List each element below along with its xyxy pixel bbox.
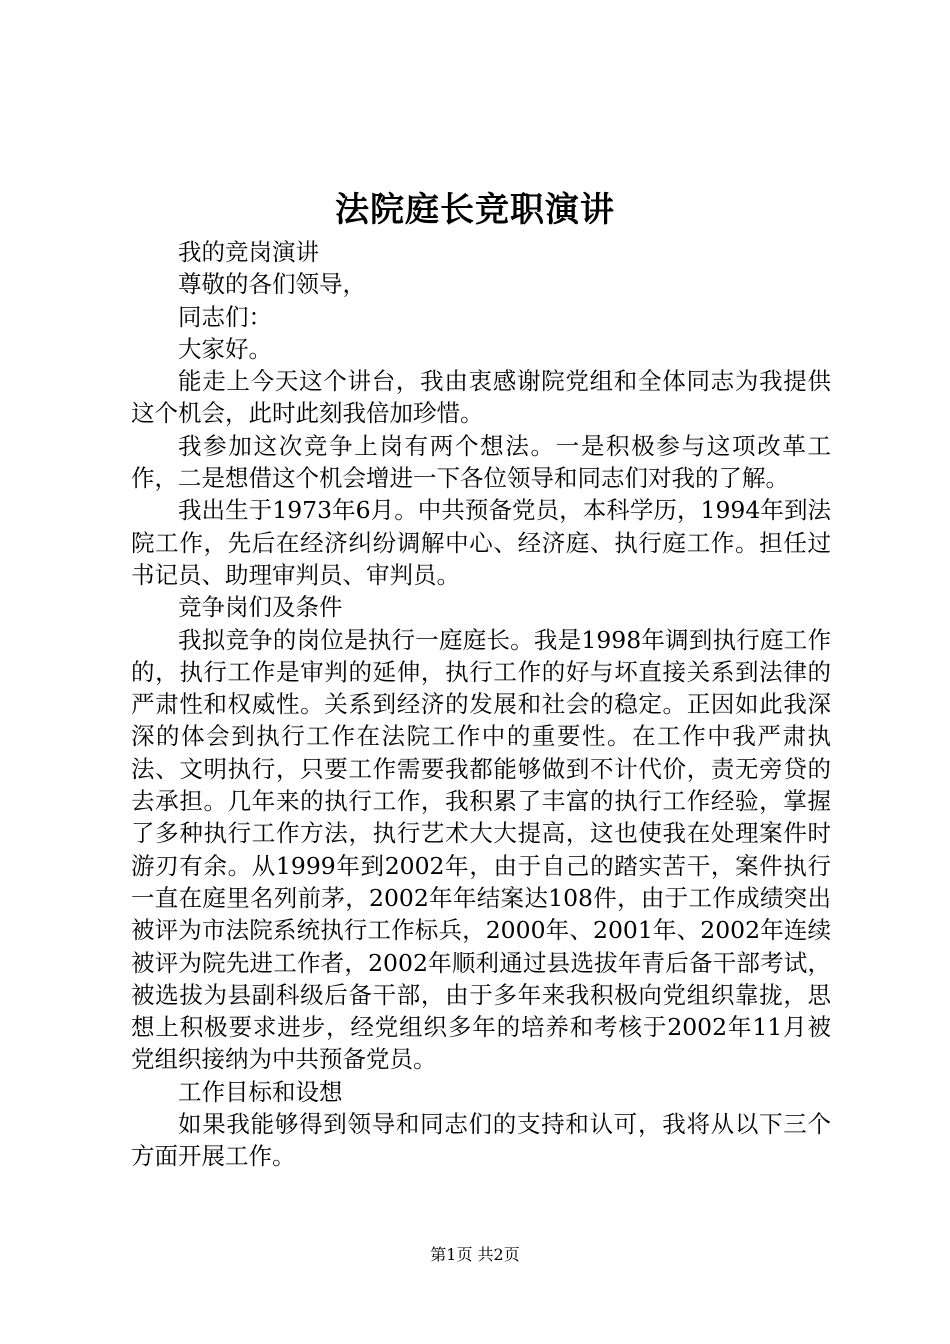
paragraph-background: 我出生于1973年6月。中共预备党员，本科学历，1994年到法院工作，先后在经济纠纷调解中心、经济庭、执行庭工作。担任过书记员、助理审判员、审判员。 <box>131 496 831 589</box>
paragraph-section-position: 竞争岗们及条件 <box>178 593 343 622</box>
paragraph-experience: 我拟竞争的岗位是执行一庭庭长。我是1998年调到执行庭工作的，执行工作是审判的延伸，执行工作的好与坏直接关系到法律的严肃性和权威性。关系到经济的发展和社会的稳定。正因如此我深深的体会到执行工作在法院工作中的重要性。在工作中我严肃执法、文明执行，只要工作需要我都能够做到不计代价，责无旁贷的去承担。几年来的执行工作，我积累了丰富的执行工作经验，掌握了多种执行工作方法，执行艺术大大提高，这也使我在处理案件时游刃有余。从1999年到2002年，由于自己的踏实苦干，案件执行一直在庭里名列前茅，2002年年结案达108件，由于工作成绩突出被评为市法院系统执行工作标兵，2000年、2001年、2002年连续被评为院先进工作者，2002年顺利通过县选拔年青后备干部考试，被选拔为县副科级后备干部，由于多年来我积极向党组织靠拢，思想上积极要求进步，经党组织多年的培养和考核于2002年11月被党组织接纳为中共预备党员。 <box>131 625 831 1074</box>
paragraph-salutation-comrades: 同志们： <box>178 302 272 331</box>
paragraph-heading-speech: 我的竞岗演讲 <box>178 238 319 266</box>
paragraph-thanks: 能走上今天这个讲台，我由衷感谢院党组和全体同志为我提供这个机会，此时此刻我倍加珍惜。 <box>131 367 831 428</box>
paragraph-section-goals: 工作目标和设想 <box>178 1077 343 1106</box>
paragraph-plan-intro: 如果我能够得到领导和同志们的支持和认可，我将从以下三个方面开展工作。 <box>131 1110 831 1171</box>
document-title: 法院庭长竞职演讲 <box>335 190 615 230</box>
paragraph-motivation: 我参加这次竞争上岗有两个想法。一是积极参与这项改革工作，二是想借这个机会增进一下各位领导和同志们对我的了解。 <box>131 431 831 493</box>
document-body <box>131 236 831 1173</box>
page-number-footer: 第1页 共2页 <box>430 1245 520 1264</box>
paragraph-salutation-leaders: 尊敬的各们领导， <box>178 270 366 299</box>
paragraph-greeting: 大家好。 <box>178 334 272 363</box>
